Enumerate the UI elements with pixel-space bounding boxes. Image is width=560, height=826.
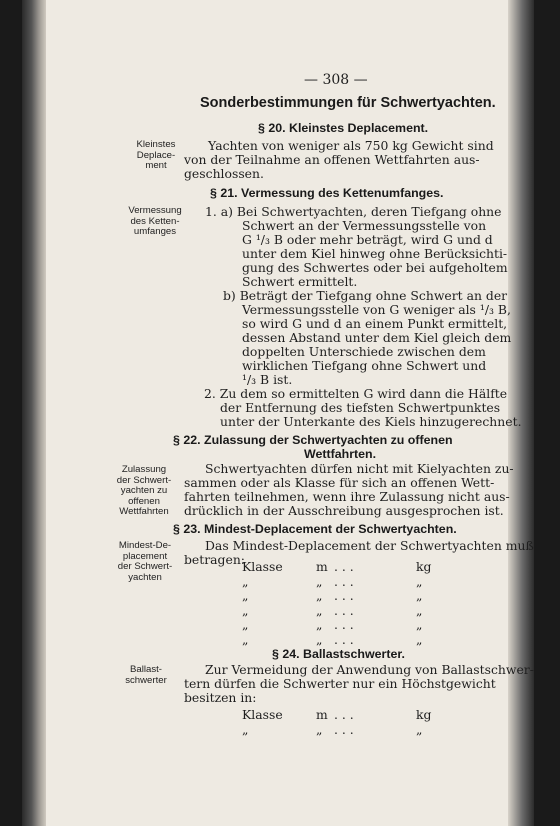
table-cell-label: „ (242, 721, 249, 737)
section-24-margin-note: Ballast- schwerter (125, 664, 167, 686)
book-binding (22, 0, 46, 826)
section-21-item-1a-line: unter dem Kiel hinweg ohne Berücksichti- (242, 246, 508, 261)
main-title: Sonderbestimmungen für Schwertyachten. (200, 95, 496, 111)
table-cell-dots: . . . (334, 573, 354, 589)
table-cell-label: „ (242, 602, 249, 618)
section-22-line: Schwertyachten dürfen nicht mit Kielyachten zu- (205, 461, 514, 476)
table-cell-vunit: kg (416, 707, 432, 722)
section-21-heading: § 21. Vermessung des Kettenumfanges. (210, 186, 444, 200)
section-20-line: geschlossen. (184, 166, 264, 181)
section-21-item-1b-line: so wird G und d an einem Punkt ermittelt, (242, 316, 508, 331)
table-cell-vunit: „ (416, 721, 423, 737)
table-cell-label: Klasse (242, 707, 283, 722)
table-cell-vunit: „ (416, 588, 423, 604)
table-cell-vunit: „ (416, 617, 423, 633)
table-cell-vunit: „ (416, 573, 423, 589)
table-cell-dots: . . . (334, 559, 354, 574)
section-24-line: Zur Vermeidung der Anwendung von Ballastschwer- (205, 662, 534, 677)
section-21-item-1a-line: Schwert an der Vermessungsstelle von (242, 218, 487, 233)
table-cell-dots: . . . (334, 602, 354, 618)
section-21-item-1a-line: Schwert ermittelt. (242, 274, 358, 289)
table-cell-label: „ (242, 573, 249, 589)
section-21-item-2-line: der Entfernung des tiefsten Schwertpunktes (220, 400, 501, 415)
table-cell-unit: m (316, 559, 328, 574)
table-cell-label: „ (242, 617, 249, 633)
section-22-margin-note: Zulassung der Schwert- yachten zu offenen Wettfahrten (116, 464, 172, 517)
section-20-heading: § 20. Kleinstes Deplacement. (258, 121, 429, 135)
section-20-line: Yachten von weniger als 750 kg Gewicht sind (208, 138, 494, 153)
table-cell-unit: „ (316, 632, 323, 647)
section-21-item-1a-line: G ¹/₃ B oder mehr beträgt, wird G und d (242, 232, 493, 247)
section-21-item-1b-line: wirklichen Tiefgang ohne Schwert und (242, 358, 487, 373)
section-23-margin-note: Mindest-De- placement der Schwert- yachten (117, 540, 173, 583)
section-22-heading-line-2: Wettfahrten. (304, 447, 377, 461)
table-cell-dots: . . . (334, 721, 354, 737)
section-24-line: tern dürfen die Schwerter nur ein Höchstgewicht (184, 676, 496, 691)
section-20-line: von der Teilnahme an offenen Wettfahrten aus- (184, 152, 480, 167)
section-22-line: drücklich in der Ausschreibung ausgesprochen ist. (184, 503, 504, 518)
table-cell-label: „ (242, 588, 249, 604)
section-21-item-1b-line: dessen Abstand unter dem Kiel gleich dem (242, 330, 512, 345)
section-21-margin-note: Vermessung des Ketten- umfanges (128, 205, 182, 237)
section-23-line: Das Mindest-Deplacement der Schwertyachten muß (205, 538, 534, 553)
table-cell-dots: . . . (334, 617, 354, 633)
table-cell-unit: m (316, 707, 328, 722)
section-24-line: besitzen in: (184, 690, 257, 705)
section-21-item-2-line: unter der Unterkante des Kiels hinzugerechnet. (220, 414, 522, 429)
page-edge (508, 0, 534, 826)
section-20-margin-note: Kleinstes Deplace- ment (136, 139, 176, 171)
table-cell-label: Klasse (242, 559, 283, 574)
table-cell-dots: . . . (334, 588, 354, 604)
table-cell-unit: „ (316, 573, 323, 589)
book-page (22, 0, 534, 826)
section-23-line: betragen: (184, 552, 245, 567)
section-21-item-2-line: 2. Zu dem so ermittelten G wird dann die Hälfte (204, 386, 508, 401)
section-22-line: sammen oder als Klasse für sich an offenen Wett- (184, 475, 495, 490)
page-number: — 308 — (304, 72, 368, 88)
section-23-heading: § 23. Mindest-Deplacement der Schwertyachten. (173, 522, 457, 536)
section-21-item-1b-line: b) Beträgt der Tiefgang ohne Schwert an der (223, 288, 508, 303)
table-cell-dots: . . . (334, 707, 354, 722)
table-cell-unit: „ (316, 617, 323, 633)
section-21-item-1b-line: doppelten Unterschiede zwischen dem (242, 344, 486, 359)
table-cell-vunit: „ (416, 632, 423, 647)
section-21-item-1a-line: 1. a) Bei Schwertyachten, deren Tiefgang ohne (205, 204, 502, 219)
table-cell-dots: . . . (334, 632, 354, 647)
section-22-heading: § 22. Zulassung der Schwertyachten zu offenen (173, 433, 453, 447)
table-cell-vunit: kg (416, 559, 432, 574)
table-cell-unit: „ (316, 588, 323, 604)
table-cell-label: „ (242, 632, 249, 647)
section-24-heading: § 24. Ballastschwerter. (272, 647, 405, 661)
section-22-line: fahrten teilnehmen, wenn ihre Zulassung nicht aus- (184, 489, 510, 504)
table-cell-vunit: „ (416, 602, 423, 618)
section-21-item-1a-line: gung des Schwertes oder bei aufgeholtem (242, 260, 508, 275)
section-21-item-1b-line: ¹/₃ B ist. (242, 372, 293, 387)
section-21-item-1b-line: Vermessungsstelle von G weniger als ¹/₃ B, (242, 302, 511, 317)
table-cell-unit: „ (316, 602, 323, 618)
table-cell-unit: „ (316, 721, 323, 737)
